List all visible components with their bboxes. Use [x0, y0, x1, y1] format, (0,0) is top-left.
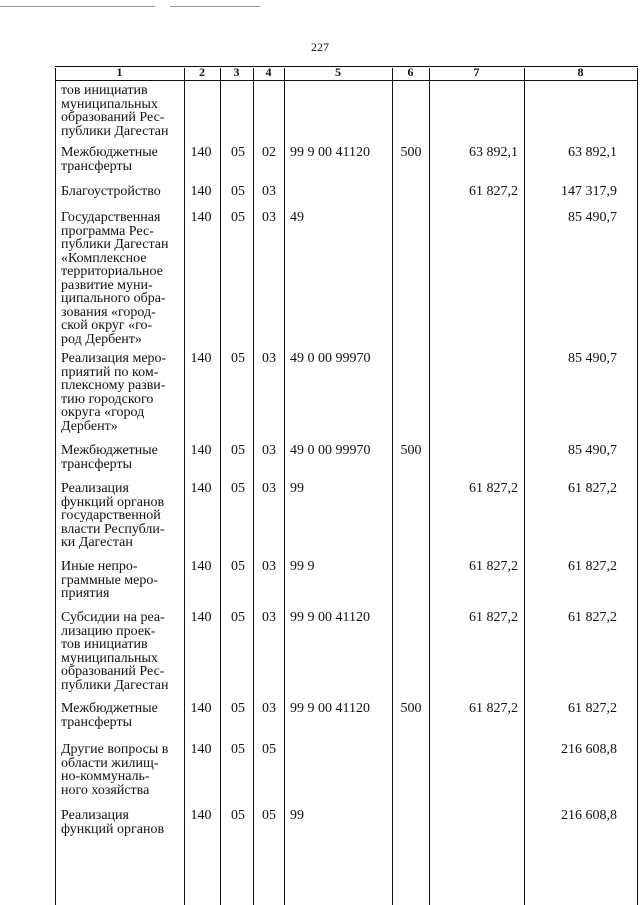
- row-name-line: плексному разви-: [61, 378, 166, 393]
- row-name-line: округа «город: [61, 405, 145, 420]
- amount-col8: 85 490,7: [568, 443, 617, 458]
- amount-col7: 63 892,1: [469, 145, 518, 160]
- column-header: 7: [473, 65, 480, 79]
- row-name-line: Межбюджетные: [61, 701, 158, 716]
- row-name-line: власти Республи-: [61, 521, 165, 537]
- row-name-line: Межбюджетные: [61, 145, 158, 160]
- row-name-line: но-коммуналь-: [61, 769, 150, 784]
- row-name-line: муниципальных: [61, 650, 158, 666]
- row-name: [61, 482, 183, 550]
- amount-col7: 61 827,2: [469, 610, 518, 625]
- subsection-code: 05: [262, 808, 276, 823]
- row-name-line: публики Дагестан: [61, 123, 169, 139]
- amount-col7: 61 827,2: [469, 184, 518, 199]
- row-name-line: ской округ «го-: [61, 318, 153, 333]
- target-article-code: 99: [290, 808, 304, 823]
- row-name: [61, 809, 183, 836]
- scan-edge-line: [0, 6, 155, 7]
- row-name-line: Реализация: [61, 808, 129, 823]
- row-name: [61, 611, 183, 692]
- ministry-code: 140: [190, 184, 212, 199]
- subsection-code: 03: [262, 351, 276, 366]
- section-code: 05: [231, 145, 245, 160]
- column-header: 2: [199, 65, 205, 79]
- section-code: 05: [231, 701, 245, 716]
- row-name-line: Благоустройство: [61, 184, 161, 199]
- column-divider: [392, 68, 393, 905]
- amount-col8: 216 608,8: [561, 808, 617, 823]
- subsection-code: 03: [262, 701, 276, 716]
- row-name-line: ки Дагестан: [61, 535, 133, 550]
- row-name-line: приятия: [61, 586, 110, 601]
- ministry-code: 140: [190, 351, 212, 366]
- ministry-code: 140: [190, 610, 212, 625]
- amount-col8: 61 827,2: [568, 481, 617, 496]
- row-name: [61, 185, 183, 199]
- row-name: [61, 146, 183, 173]
- row-name-line: государственной: [61, 508, 161, 523]
- row-name: [61, 702, 183, 729]
- column-divider: [637, 68, 638, 905]
- target-article-code: 99: [290, 481, 304, 496]
- subsection-code: 03: [262, 443, 276, 458]
- row-name-line: Межбюджетные: [61, 443, 158, 458]
- subsection-code: 03: [262, 559, 276, 574]
- row-name: [61, 560, 183, 601]
- ministry-code: 140: [190, 742, 212, 757]
- row-name-line: Реализация: [61, 481, 129, 496]
- row-name-line: образований Рес-: [61, 110, 165, 125]
- ministry-code: 140: [190, 145, 212, 160]
- column-header: 6: [407, 65, 414, 79]
- row-name-line: трансферты: [61, 714, 133, 730]
- row-name-line: ципального обра-: [61, 291, 166, 306]
- subsection-code: 03: [262, 610, 276, 625]
- section-code: 05: [231, 210, 245, 225]
- row-name-line: род Дербент»: [61, 331, 142, 347]
- column-header: 1: [116, 65, 123, 79]
- row-name-line: тов инициатив: [61, 83, 148, 98]
- subsection-code: 03: [262, 481, 276, 496]
- target-article-code: 49 0 00 99970: [290, 443, 371, 458]
- row-name-line: образований Рес-: [61, 664, 165, 679]
- row-name-line: трансферты: [61, 456, 133, 472]
- row-name: [61, 444, 183, 471]
- subsection-code: 05: [262, 742, 276, 757]
- section-code: 05: [231, 351, 245, 366]
- ministry-code: 140: [190, 481, 212, 496]
- row-name-line: области жилищ-: [61, 755, 159, 771]
- row-name-line: функций органов: [61, 821, 165, 837]
- amount-col8: 147 317,9: [561, 184, 617, 199]
- row-name-line: приятий по ком-: [61, 364, 159, 380]
- column-header: 5: [335, 65, 341, 79]
- section-code: 05: [231, 481, 245, 496]
- column-divider: [524, 68, 525, 905]
- row-name-line: публики Дагестан: [61, 237, 169, 252]
- row-name-line: Субсидии на реа-: [61, 610, 165, 625]
- amount-col8: 85 490,7: [568, 210, 617, 225]
- section-code: 05: [231, 184, 245, 199]
- column-divider: [220, 68, 221, 905]
- subsection-code: 02: [262, 145, 276, 160]
- ministry-code: 140: [190, 210, 212, 225]
- row-name-line: Государственная: [61, 210, 161, 225]
- amount-col8: 85 490,7: [568, 351, 617, 366]
- row-name-line: тию городского: [61, 391, 154, 407]
- amount-col8: 61 827,2: [568, 559, 617, 574]
- amount-col8: 63 892,1: [568, 145, 617, 160]
- amount-col8: 61 827,2: [568, 610, 617, 625]
- section-code: 05: [231, 610, 245, 625]
- target-article-code: 99 9 00 41120: [290, 145, 370, 160]
- row-name-line: трансферты: [61, 158, 133, 174]
- column-header: 4: [265, 65, 272, 79]
- row-name-line: граммные меро-: [61, 572, 159, 588]
- table-header-rule: [55, 80, 638, 81]
- amount-col7: 61 827,2: [469, 701, 518, 716]
- subsection-code: 03: [262, 210, 276, 225]
- page-number: 227: [311, 40, 329, 54]
- row-name: [61, 211, 183, 346]
- row-name-line: муниципальных: [61, 96, 158, 112]
- row-name-line: территориальное: [61, 264, 163, 279]
- target-article-code: 99 9 00 41120: [290, 610, 370, 625]
- column-divider: [184, 68, 185, 905]
- expense-type-code: 500: [400, 145, 422, 160]
- column-divider: [55, 68, 56, 905]
- ministry-code: 140: [190, 808, 212, 823]
- row-name: [61, 743, 183, 797]
- target-article-code: 49: [290, 210, 304, 225]
- row-name-line: функций органов: [61, 494, 165, 510]
- subsection-code: 03: [262, 184, 276, 199]
- expense-type-code: 500: [400, 701, 422, 716]
- ministry-code: 140: [190, 701, 212, 716]
- row-name-line: программа Рес-: [61, 223, 154, 239]
- ministry-code: 140: [190, 443, 212, 458]
- scan-edge-line: [170, 6, 260, 7]
- row-name-line: развитие муни-: [61, 277, 153, 293]
- row-name: [61, 352, 183, 433]
- amount-col7: 61 827,2: [469, 559, 518, 574]
- section-code: 05: [231, 808, 245, 823]
- target-article-code: 49 0 00 99970: [290, 351, 371, 366]
- target-article-code: 99 9 00 41120: [290, 701, 370, 716]
- column-divider: [284, 68, 285, 905]
- amount-col7: 61 827,2: [469, 481, 518, 496]
- column-header: 8: [577, 65, 584, 79]
- row-name-line: Реализация меро-: [61, 351, 167, 366]
- row-name-line: зования «город-: [61, 304, 156, 320]
- row-name-line: Иные непро-: [61, 559, 138, 574]
- row-name-line: «Комплексное: [61, 250, 147, 266]
- expense-type-code: 500: [400, 443, 422, 458]
- section-code: 05: [231, 559, 245, 574]
- row-name-line: публики Дагестан: [61, 677, 169, 693]
- amount-col8: 61 827,2: [568, 701, 617, 716]
- column-header: 3: [233, 65, 240, 79]
- row-name-line: лизацию проек-: [61, 623, 156, 639]
- row-name-line: ного хозяйства: [61, 782, 150, 798]
- ministry-code: 140: [190, 559, 212, 574]
- section-code: 05: [231, 742, 245, 757]
- row-name: [61, 84, 183, 138]
- row-name-line: Дербент»: [61, 418, 118, 434]
- target-article-code: 99 9: [290, 559, 315, 574]
- amount-col8: 216 608,8: [561, 742, 617, 757]
- row-name-line: Другие вопросы в: [61, 742, 169, 757]
- row-name-line: тов инициатив: [61, 637, 148, 652]
- section-code: 05: [231, 443, 245, 458]
